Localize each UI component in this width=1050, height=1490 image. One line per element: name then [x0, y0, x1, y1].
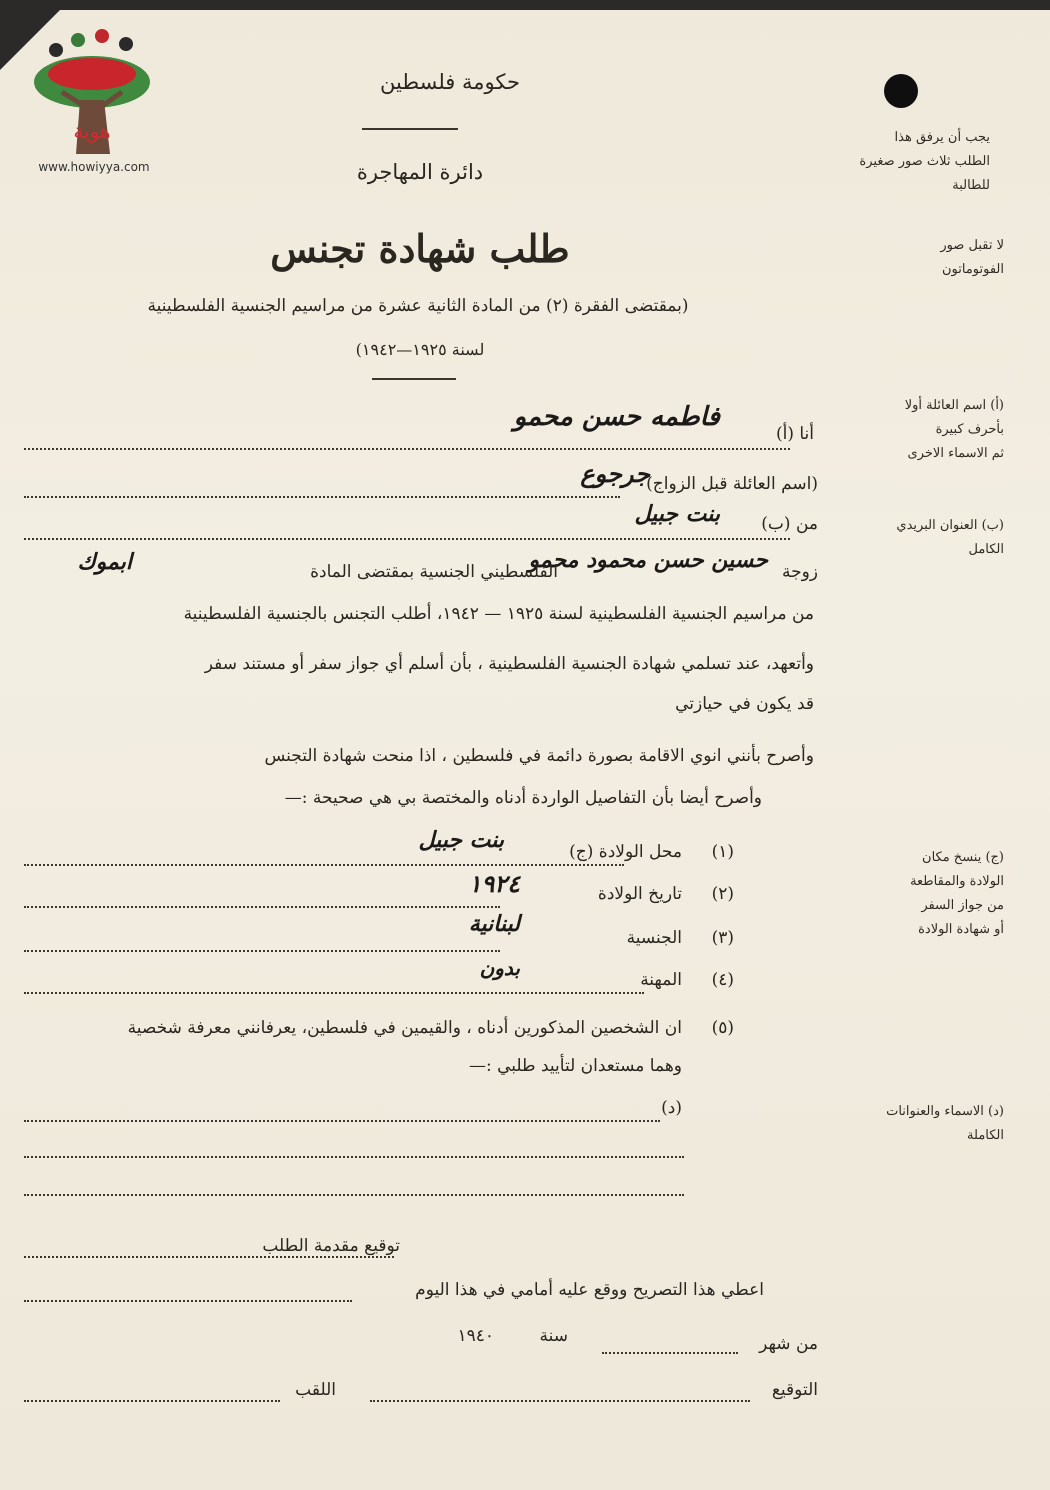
undertake-text: وأتعهد، عند تسلمي شهادة الجنسية الفلسطينية ، بأن أسلم أي جواز سفر أو مستند سفر [204, 654, 814, 674]
subtitle-rule [372, 378, 456, 380]
wife-article-value: ابموك [77, 550, 132, 575]
document-page: هوية www.howiyya.com حكومة فلسطين دائرة المهاجرة طلب شهادة تجنس (بمقتضى الفقرة (٢) من المادة الثانية عشرة من مراسيم الجنسية الفلسطينية لسنة ١٩٢٥—١٩٤٢) يجب أن يرفق هذا الطلب ثلاث صور صغيرة للطالبة لا تقبل صور الفوتوماتون (أ) اسم العائلة أولا بأحرف كبيرة ثم الاسماء الاخرى (ب) العنوان البريدي الكامل (ج) ينسخ مكان الولادة والمقاطعة من جواز السفر أو شهادة الولادة (د) الاسماء والعنوانات الكاملة أنا (أ) فاطمه حسن محمو (اسم العائلة قبل الزواج) جرجوع من (ب) بنت جبيل زوجة حسين حسن محمود محمو الفلسطيني الجنسية بمقتضى المادة ابموك من مراسيم الجنسية الفلسطينية لسنة ١٩٢٥ — ١٩٤٢، أطلب التجنس بالجنسية الفلسطينية وأتعهد، عند تسلمي شهادة الجنسية الفلسطينية ، بأن أسلم أي جواز سفر أو مستند سفر قد يكون في حيازتي وأصرح بأنني انوي الاقامة بصورة دائمة في فلسطين ، اذا منحت شهادة التجنس وأصرح أيضا بأن التفاصيل الواردة أدناه والمختصة بي هي صحيحة :— (١) محل الولادة (ج) بنت جبيل (٢) تاريخ الولادة ١٩٢٤ (٣) الجنسية لبنانية (٤) المهنة بدون (٥) ان الشخصين المذكورين أدناه ، والقيمين في فلسطين، يعرفانني معرفة شخصية وهما مستعدان لتأييد طلبي :— (د) توقيع مقدمة الطلب اعطي هذا التصريح ووقع عليه أمامي في هذا اليوم من شهر سنة ١٩٤٠ التوقيع اللقب [0, 0, 1050, 1490]
applicant-signature-line [24, 1256, 394, 1258]
referee-line-1 [24, 1120, 660, 1122]
department-heading: دائرة المهاجرة [356, 160, 484, 184]
given-text: اعطي هذا التصريح ووقع عليه أمامي في هذا اليوم [415, 1280, 764, 1300]
maiden-name-dotline [24, 496, 620, 498]
maiden-name-value: جرجوع [580, 460, 650, 488]
applicant-signature-label: توقيع مقدمة الطلب [262, 1236, 400, 1256]
item5-text: ان الشخصين المذكورين أدناه ، والقيمين في فلسطين، يعرفانني معرفة شخصية [127, 1018, 682, 1038]
wife-label: زوجة [781, 562, 818, 582]
item5-text-2: وهما مستعدان لتأييد طلبي :— [469, 1056, 682, 1076]
birthdate-value: ١٩٢٤ [468, 870, 520, 898]
wife-middle-text: الفلسطيني الجنسية بمقتضى المادة [310, 562, 558, 582]
site-url: www.howiyya.com [38, 160, 150, 174]
declare-text: وأصرح بأنني انوي الاقامة بصورة دائمة في فلسطين ، اذا منحت شهادة التجنس [264, 746, 814, 766]
maiden-name-label: (اسم العائلة قبل الزواج) [646, 474, 818, 494]
side-note-b: (ب) العنوان البريدي الكامل [896, 518, 1004, 557]
given-line [24, 1300, 352, 1302]
item5-number: (٥) [711, 1018, 734, 1038]
signature-label: التوقيع [771, 1380, 818, 1400]
possession-text: قد يكون في حيازتي [675, 694, 814, 714]
from-value: بنت جبيل [634, 502, 720, 527]
side-note-c: (ج) ينسخ مكان الولادة والمقاطعة من جواز السفر أو شهادة الولادة [910, 850, 1004, 937]
i-am-label: أنا (أ) [775, 424, 814, 444]
page-subtitle-years: لسنة ١٩٢٥—١٩٤٢) [355, 340, 485, 359]
title-label: اللقب [295, 1380, 336, 1400]
signature-dotline [370, 1400, 750, 1402]
i-am-dotline [24, 448, 790, 450]
government-heading: حكومة فلسطين [380, 70, 520, 94]
referee-line-3 [24, 1194, 684, 1196]
i-am-value: فاطمه حسن محمو [513, 402, 720, 432]
year-label: سنة [539, 1326, 568, 1346]
from-dotline [24, 538, 790, 540]
month-dotline [602, 1352, 738, 1354]
scan-edge [0, 0, 1050, 10]
year-value: ١٩٤٠ [457, 1326, 494, 1346]
occupation-value: بدون [479, 956, 520, 980]
howiyya-logo [18, 22, 168, 182]
from-label: من (ب) [761, 514, 818, 534]
referee-line-2 [24, 1156, 684, 1158]
decree-text: من مراسيم الجنسية الفلسطينية لسنة ١٩٢٥ — ١٩٤٢، أطلب التجنس بالجنسية الفلسطينية [183, 604, 814, 624]
declare-text-2: وأصرح أيضا بأن التفاصيل الواردة أدناه والمختصة بي هي صحيحة :— [284, 788, 762, 808]
month-label: من شهر [759, 1334, 818, 1354]
side-note-d: (د) الاسماء والعنوانات الكاملة [886, 1104, 1004, 1143]
page-title: طلب شهادة تجنس [270, 226, 570, 271]
wife-value: حسين حسن محمود محمو [528, 548, 768, 573]
logo-text: هوية [73, 119, 111, 143]
side-note-a: (أ) اسم العائلة أولا بأحرف كبيرة ثم الاسماء الاخرى [904, 398, 1004, 461]
d-label: (د) [661, 1098, 682, 1118]
birthplace-value: بنت جبيل [418, 828, 504, 853]
page-subtitle: (بمقتضى الفقرة (٢) من المادة الثانية عشرة من مراسيم الجنسية الفلسطينية [147, 296, 689, 316]
title-dotline [24, 1400, 280, 1402]
nationality-value: لبنانية [468, 912, 520, 937]
side-note-photos: يجب أن يرفق هذا الطلب ثلاث صور صغيرة للطالبة [859, 130, 990, 193]
side-note-photomaton: لا تقبل صور الفوتوماتون [940, 238, 1004, 277]
punch-hole [884, 74, 918, 108]
header-rule [362, 128, 458, 130]
